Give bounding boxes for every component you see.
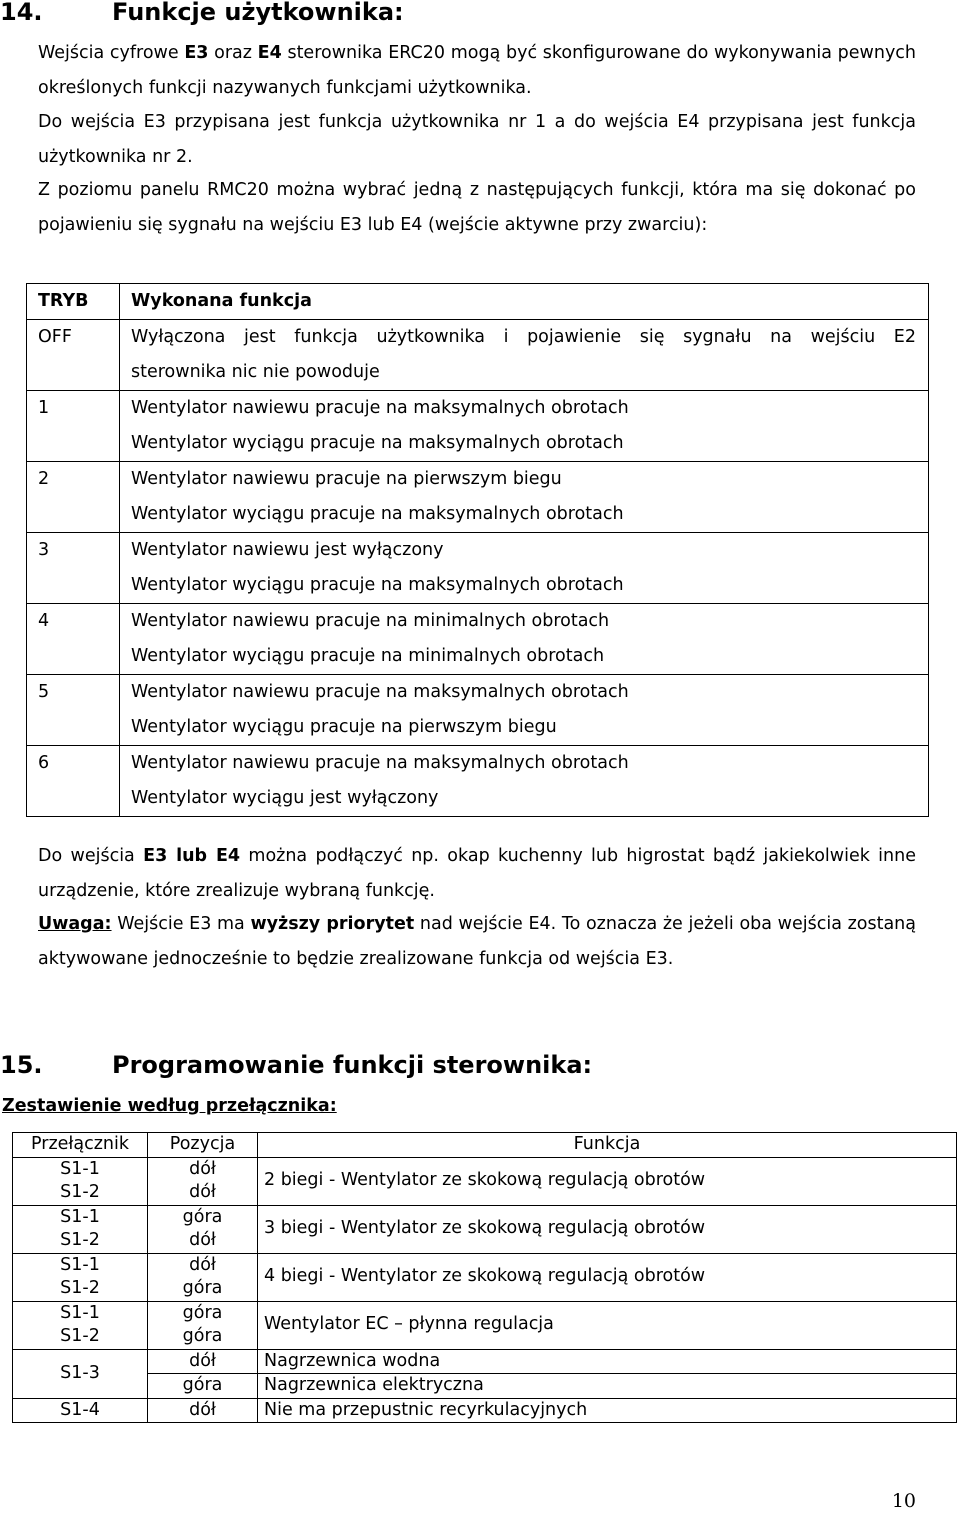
page-number: 10 bbox=[891, 1490, 916, 1512]
table-row bbox=[13, 1253, 957, 1301]
function-line: Wentylator nawiewu jest wyłączony bbox=[131, 540, 444, 560]
position-cell: góra góra bbox=[148, 1301, 258, 1349]
function-cell bbox=[120, 604, 929, 675]
paragraph-assignment: Do wejścia E3 przypisana jest funkcja użytkownika nr 1 a do wejścia E4 przypisana jest funkcja użytkownika nr 2. bbox=[38, 112, 916, 167]
mode-cell: 4 bbox=[27, 604, 120, 675]
table-row bbox=[27, 746, 929, 817]
section-title: Funkcje użytkownika: bbox=[112, 0, 404, 26]
header-function: Funkcja bbox=[258, 1133, 957, 1158]
switch-table bbox=[12, 1132, 957, 1423]
function-line: Wyłączona jest funkcja użytkownika i pojawienie się sygnału na wejściu E2 bbox=[131, 327, 916, 347]
section-number: 14. bbox=[0, 0, 43, 26]
table-row bbox=[27, 320, 929, 391]
table-row bbox=[27, 391, 929, 462]
function-cell: Nie ma przepustnic recyrkulacyjnych bbox=[258, 1398, 957, 1423]
warning-label: Uwaga: bbox=[38, 914, 112, 934]
section-number: 15. bbox=[0, 1051, 43, 1079]
position-cell: dół dół bbox=[148, 1157, 258, 1205]
switch-cell: S1-4 bbox=[13, 1398, 148, 1423]
function-line: Wentylator nawiewu pracuje na maksymalnych obrotach bbox=[131, 753, 629, 773]
table-row bbox=[27, 604, 929, 675]
function-line: Wentylator wyciągu jest wyłączony bbox=[131, 788, 439, 808]
function-line: Wentylator nawiewu pracuje na maksymalnych obrotach bbox=[131, 682, 629, 702]
subtitle: Zestawienie według przełącznika: bbox=[2, 1096, 337, 1116]
function-cell bbox=[120, 675, 929, 746]
position-cell: dół bbox=[148, 1349, 258, 1374]
function-cell bbox=[120, 746, 929, 817]
table-row bbox=[27, 675, 929, 746]
table-row bbox=[13, 1205, 957, 1253]
table-header-row bbox=[27, 284, 929, 320]
header-mode: TRYB bbox=[27, 284, 120, 320]
table-row bbox=[13, 1157, 957, 1205]
function-line: Wentylator wyciągu pracuje na pierwszym biegu bbox=[131, 717, 557, 737]
mode-cell: 5 bbox=[27, 675, 120, 746]
header-function: Wykonana funkcja bbox=[120, 284, 929, 320]
table-row bbox=[13, 1349, 957, 1374]
mode-table bbox=[26, 283, 929, 817]
position-cell: dół bbox=[148, 1398, 258, 1423]
function-cell: Nagrzewnica elektryczna bbox=[258, 1374, 957, 1399]
function-cell bbox=[120, 462, 929, 533]
paragraph-warning: Uwaga: Wejście E3 ma wyższy priorytet nad wejście E4. To oznacza że jeżeli oba wejścia zostaną aktywowane jednocześnie to będzie zrealizowane funkcja od wejścia E3. bbox=[38, 914, 916, 969]
section-15-heading bbox=[0, 1051, 592, 1079]
switch-cell: S1-3 bbox=[13, 1349, 148, 1398]
function-cell bbox=[120, 320, 929, 391]
table-row bbox=[13, 1301, 957, 1349]
mode-cell: 1 bbox=[27, 391, 120, 462]
paragraph-panel: Z poziomu panelu RMC20 można wybrać jedną z następujących funkcji, która ma się dokonać po pojawieniu się sygnału na wejściu E3 lub E4 (wejście aktywne przy zwarciu): bbox=[38, 180, 916, 235]
function-line: sterownika nic nie powoduje bbox=[131, 362, 380, 382]
function-line: Wentylator nawiewu pracuje na pierwszym biegu bbox=[131, 469, 562, 489]
table-row bbox=[27, 533, 929, 604]
paragraph-connection: Do wejścia E3 lub E4 można podłączyć np. okap kuchenny lub higrostat bądź jakiekolwiek inne urządzenie, które zrealizuje wybraną funkcję. bbox=[38, 846, 916, 901]
function-line: Wentylator wyciągu pracuje na minimalnych obrotach bbox=[131, 646, 605, 666]
function-line: Wentylator wyciągu pracuje na maksymalnych obrotach bbox=[131, 504, 624, 524]
mode-cell: OFF bbox=[27, 320, 120, 391]
function-cell: Wentylator EC – płynna regulacja bbox=[258, 1301, 957, 1349]
function-line: Wentylator wyciągu pracuje na maksymalnych obrotach bbox=[131, 575, 624, 595]
table-row bbox=[27, 462, 929, 533]
function-line: Wentylator nawiewu pracuje na maksymalnych obrotach bbox=[131, 398, 629, 418]
function-cell: 3 biegi - Wentylator ze skokową regulacją obrotów bbox=[258, 1205, 957, 1253]
switch-cell: S1-1 S1-2 bbox=[13, 1301, 148, 1349]
mode-cell: 6 bbox=[27, 746, 120, 817]
function-line: Wentylator wyciągu pracuje na maksymalnych obrotach bbox=[131, 433, 624, 453]
mode-cell: 3 bbox=[27, 533, 120, 604]
section-title: Programowanie funkcji sterownika: bbox=[112, 1051, 593, 1079]
mode-cell: 2 bbox=[27, 462, 120, 533]
function-cell bbox=[120, 391, 929, 462]
switch-cell: S1-1 S1-2 bbox=[13, 1253, 148, 1301]
function-line: Wentylator nawiewu pracuje na minimalnych obrotach bbox=[131, 611, 610, 631]
switch-cell: S1-1 S1-2 bbox=[13, 1157, 148, 1205]
paragraph-inputs: Wejścia cyfrowe E3 oraz E4 sterownika ERC20 mogą być skonfigurowane do wykonywania pewnych określonych funkcji nazywanych funkcjami użytkownika. bbox=[38, 43, 917, 98]
table-row bbox=[13, 1398, 957, 1423]
switch-cell: S1-1 S1-2 bbox=[13, 1205, 148, 1253]
header-position: Pozycja bbox=[148, 1133, 258, 1158]
function-cell: Nagrzewnica wodna bbox=[258, 1349, 957, 1374]
table-row bbox=[13, 1374, 957, 1399]
function-cell: 2 biegi - Wentylator ze skokową regulacją obrotów bbox=[258, 1157, 957, 1205]
table-header-row bbox=[13, 1133, 957, 1158]
position-cell: góra bbox=[148, 1374, 258, 1399]
position-cell: dół góra bbox=[148, 1253, 258, 1301]
section-14-heading bbox=[0, 0, 404, 26]
function-cell bbox=[120, 533, 929, 604]
position-cell: góra dół bbox=[148, 1205, 258, 1253]
function-cell: 4 biegi - Wentylator ze skokową regulacją obrotów bbox=[258, 1253, 957, 1301]
header-switch: Przełącznik bbox=[13, 1133, 148, 1158]
